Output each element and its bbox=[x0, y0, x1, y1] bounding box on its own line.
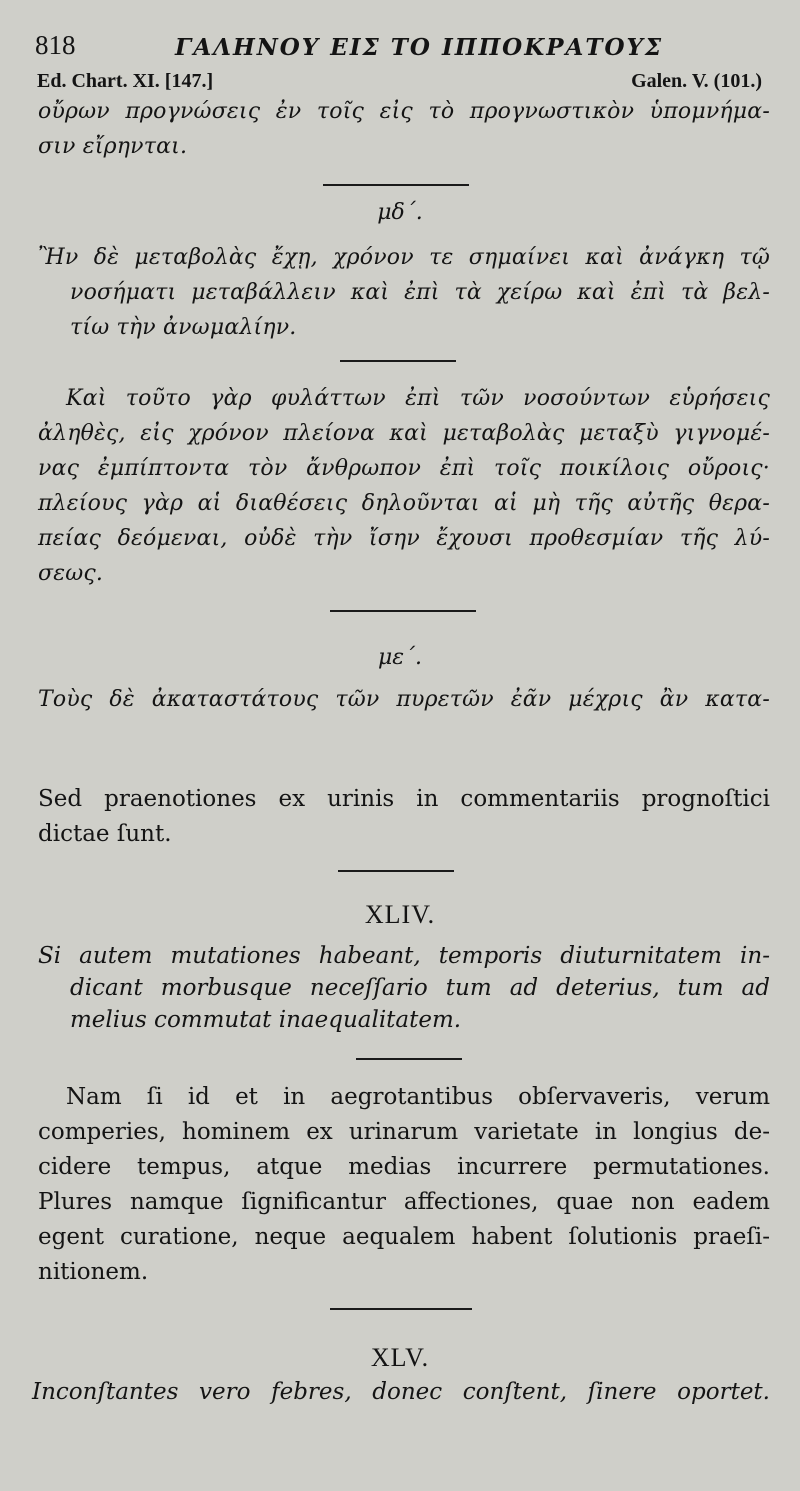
latin-commentary-line: cidere tempus, atque medias incurrere permutationes. bbox=[38, 1154, 770, 1180]
section-divider bbox=[338, 870, 454, 872]
greek-section-44-commentary bbox=[38, 381, 770, 591]
latin-section-45-text bbox=[32, 1376, 770, 1408]
latin-section-44-commentary bbox=[38, 1080, 770, 1290]
edition-ref-left: Ed. Chart. XI. [147.] bbox=[37, 70, 214, 92]
greek-section-45-text bbox=[38, 682, 770, 717]
section-divider bbox=[356, 1058, 462, 1060]
greek-intro-line: σιν εἴρηνται. bbox=[38, 134, 188, 159]
greek-section-45-number: με΄. bbox=[377, 645, 423, 670]
latin-commentary-line: Nam ſi id et in aegrotantibus obſervaveris, verum bbox=[66, 1084, 770, 1110]
latin-commentary-line: nitionem. bbox=[38, 1259, 149, 1285]
greek-commentary-line: ἀληθὲς, εἰς χρόνον πλείονα καὶ μεταβολὰς μεταξὺ γιγνομέ- bbox=[38, 421, 770, 446]
latin-text-line: melius commutat inaequalitatem. bbox=[70, 1007, 462, 1033]
greek-text-line: τίω τὴν ἀνωμαλίην. bbox=[70, 315, 297, 340]
latin-commentary-line: egent curatione, neque aequalem habent ſolutionis praeſi- bbox=[38, 1224, 770, 1250]
greek-commentary-line: νας ἐμπίπτοντα τὸν ἄνθρωπον ἐπὶ τοῖς ποικίλοις οὔροις· bbox=[38, 456, 770, 481]
latin-intro-line: Sed praenotiones ex urinis in commentariis prognoſtici bbox=[38, 786, 770, 812]
greek-intro bbox=[38, 94, 770, 164]
latin-text-line: Inconſtantes vero febres, donec conſtent, ſinere oportet. bbox=[32, 1379, 770, 1405]
latin-text-line: Si autem mutationes habeant, temporis diuturnitatem in- bbox=[38, 943, 770, 969]
section-divider bbox=[340, 360, 456, 362]
latin-commentary-line: Plures namque ſignificantur affectiones, quae non eadem bbox=[38, 1189, 770, 1215]
latin-commentary-line: comperies, hominem ex urinarum varietate in longius de- bbox=[38, 1119, 770, 1145]
greek-text-line: Ἢν δὲ μεταβολὰς ἔχῃ, χρόνον τε σημαίνει καὶ ἀνάγκη τῷ bbox=[38, 245, 770, 270]
running-title: ΓΑΛΗΝΟΥ ΕΙΣ ΤΟ ΙΠΠΟΚΡΑΤΟΥΣ bbox=[175, 34, 664, 61]
greek-section-44-number: μδ΄. bbox=[377, 200, 423, 225]
latin-section-44-text bbox=[38, 940, 770, 1036]
latin-text-line: dicant morbusque neceſſario tum ad deterius, tum ad bbox=[70, 975, 770, 1001]
greek-text-line: νοσήματι μεταβάλλειν καὶ ἐπὶ τὰ χείρω καὶ ἐπὶ τὰ βελ- bbox=[70, 280, 770, 305]
latin-section-45-number: XLV. bbox=[370, 1343, 430, 1372]
latin-intro bbox=[38, 782, 770, 852]
page-number: 818 bbox=[35, 30, 76, 60]
greek-commentary-line: πείας δεόμεναι, οὐδὲ τὴν ἴσην ἔχουσι προθεσμίαν τῆς λύ- bbox=[38, 526, 770, 551]
greek-section-44-text bbox=[38, 240, 770, 345]
latin-intro-line: dictae ſunt. bbox=[38, 821, 172, 847]
greek-commentary-line: σεως. bbox=[38, 561, 104, 586]
section-divider bbox=[330, 610, 476, 612]
greek-intro-line: οὔρων προγνώσεις ἐν τοῖς εἰς τὸ προγνωστικὸν ὑπομνήμα- bbox=[38, 99, 770, 124]
latin-section-44-number: XLIV. bbox=[364, 900, 436, 929]
running-head bbox=[35, 30, 770, 64]
section-divider bbox=[330, 1308, 472, 1310]
edition-ref-right: Galen. V. (101.) bbox=[631, 70, 762, 92]
greek-commentary-line: Καὶ τοῦτο γὰρ φυλάττων ἐπὶ τῶν νοσούντων εὑρήσεις bbox=[66, 386, 770, 411]
greek-commentary-line: πλείους γὰρ αἱ διαθέσεις δηλοῦνται αἱ μὴ τῆς αὐτῆς θερα- bbox=[38, 491, 770, 516]
section-divider bbox=[323, 184, 469, 186]
greek-text-line: Τοὺς δὲ ἀκαταστάτους τῶν πυρετῶν ἐᾶν μέχρις ἂν κατα- bbox=[38, 687, 770, 712]
